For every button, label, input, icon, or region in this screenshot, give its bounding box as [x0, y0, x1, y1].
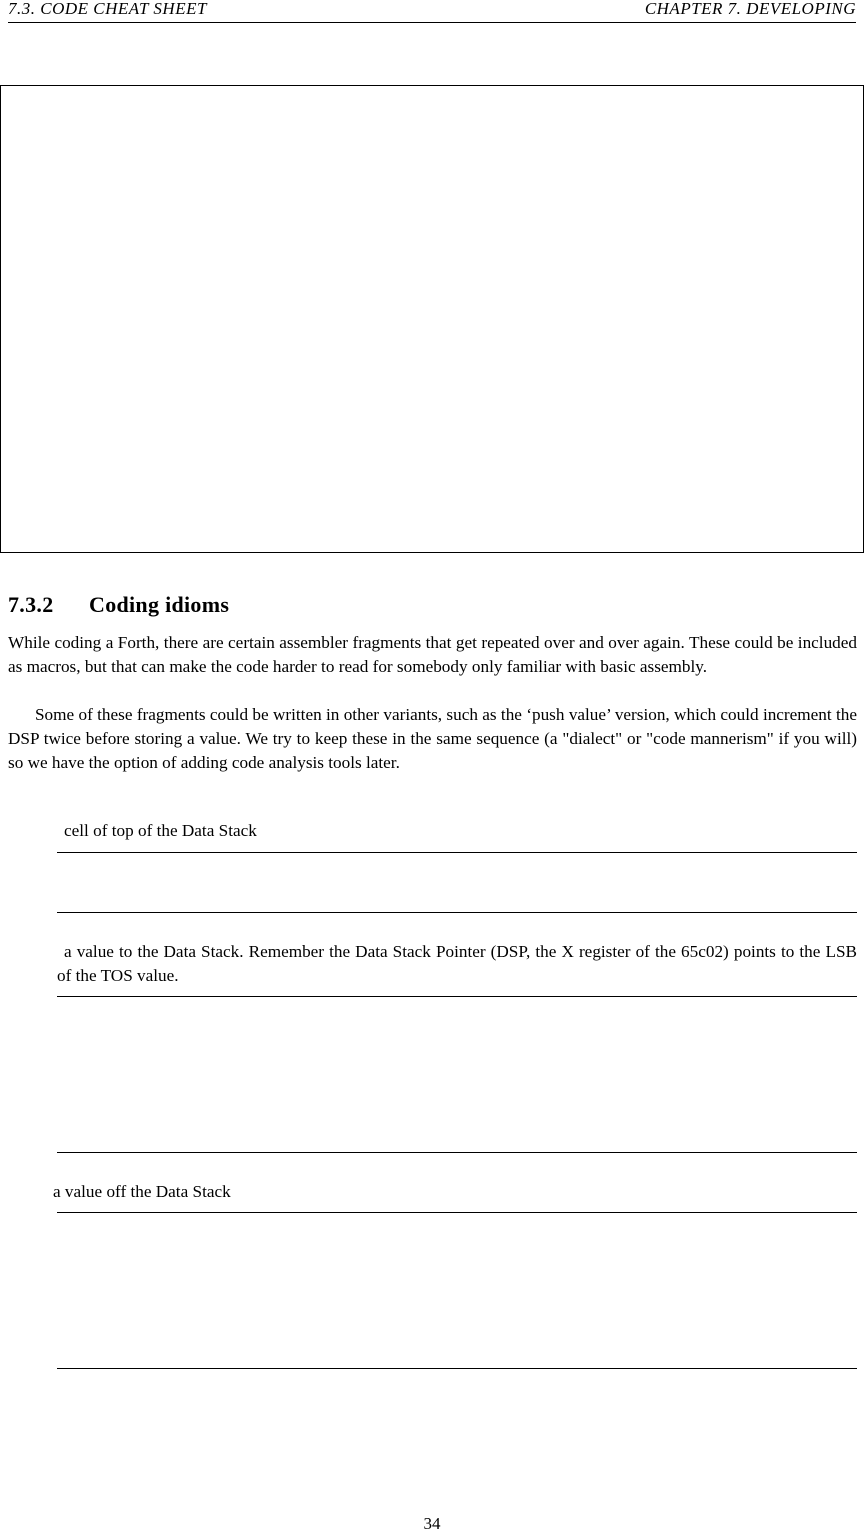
section-title: Coding idioms — [89, 592, 230, 617]
idiom-rule-bottom — [57, 912, 857, 913]
section-number: 7.3.2 — [8, 592, 54, 617]
page-number: 34 — [423, 1514, 441, 1533]
idiom-rule-bottom — [57, 1368, 857, 1369]
idiom-caption-push: a value to the Data Stack. Remember the Data Stack Pointer (DSP, the X register of the 65c02) points to the LSB of the TOS value. — [57, 942, 857, 985]
idiom-caption-pop: a value off the Data Stack — [53, 1182, 231, 1201]
idiom-rule-top — [57, 1212, 857, 1213]
idiom-rule-top — [57, 996, 857, 997]
paragraph-variants: Some of these fragments could be written in other variants, such as the ‘push value’ version, which could increment the DSP twice before storing a value. We try to keep these in the same sequence (a "dialect" or "code mannerism" if you will) so we have the option of adding code analysis tools later. — [8, 705, 857, 772]
paragraph-intro: While coding a Forth, there are certain assembler fragments that get repeated over and over again. These could be included as macros, but that can make the code harder to read for somebody only familiar with basic assembly. — [8, 633, 857, 676]
idiom-rule-top — [57, 852, 857, 853]
header-section-label: 7.3. CODE CHEAT SHEET — [8, 0, 207, 18]
running-header — [8, 0, 856, 23]
idiom-caption-top-cell: cell of top of the Data Stack — [64, 821, 257, 840]
idiom-rule-bottom — [57, 1152, 857, 1153]
header-chapter-label: CHAPTER 7. DEVELOPING — [644, 0, 856, 18]
figure-frame — [0, 85, 864, 553]
section-heading — [8, 592, 229, 618]
